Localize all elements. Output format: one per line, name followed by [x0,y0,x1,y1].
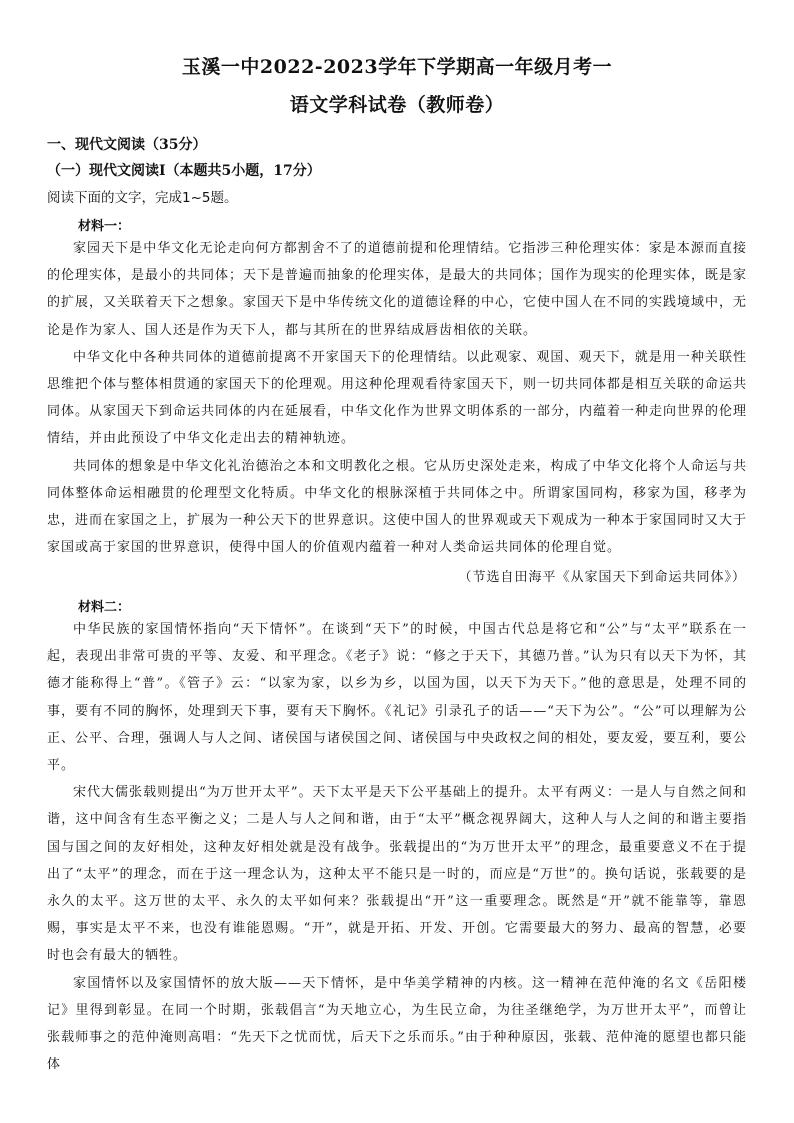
exam-subtitle: 语文学科试卷（教师卷） [289,94,505,116]
material1-paragraph: 共同体的想象是中华文化礼治德治之本和文明教化之根。它从历史深处走来，构成了中华文化将个人命运与共同体整体命运相融贯的伦理型文化特质。中华文化的根脉深植于共同体之中。所谓家国同构，移家为国，移孝为忠，进而在家国之上，扩展为一种公天下的世界意识。这使中国人的世界观或天下观成为一种本于家国同时又大于家国或高于家国的世界意识，使得中国人的价值观内蕴着一种对人类命运共同体的伦理自觉。 [47,458,748,556]
material1-paragraph: 家园天下是中华文化无论走向何方都割舍不了的道德前提和伦理情结。它指涉三种伦理实体：家是本源而直接的伦理实体，是最小的共同体；天下是普遍而抽象的伦理实体，是最大的共同体；国作为现实的伦理实体，既是家的扩展，又关联着天下之想象。家国天下是中华传统文化的道德诠释的中心，它使中国人在不同的实践境域中，无论是作为家人、国人还是作为天下人，都与其所在的世界结成唇齿相依的关联。 [47,241,748,338]
reading-instruction: 阅读下面的文字，完成1~5题。 [47,190,238,206]
section-heading: 一、现代文阅读（35分） [47,137,207,153]
material1-body [47,235,747,561]
material2-paragraph: 宋代大儒张载则提出“为万世开太平”。天下太平是天下公平基础上的提升。太平有两义：一是人与自然之间和谐，这中间含有生态平衡之义；二是人与人之间和谐，由于“太平”概念视界阔大，这种人与人之间的和谐主要指国与国之间的友好相处，这种友好相处就是没有战争。张载提出的“为万世开太平”的理念，最重要意义不在于提出了“太平”的理念，而在于这一理念认为，这种太平不能只是一时的，而应是“万世”的。换句话说，张载要的是永久的太平。这万世的太平、永久的太平如何来？张载提出“开”这一重要理念。既然是“开”就不能靠等，靠恩赐，事实是太平不来，也没有谁能恩赐。“开”，就是开拓、开发、开创。它需要最大的努力、最高的智慧，必要时也会有最大的牺牲。 [47,785,747,964]
exam-title: 玉溪一中2022-2023学年下学期高一年级月考一 [181,56,613,78]
material2-paragraph: 家国情怀以及家国情怀的放大版——天下情怀，是中华美学精神的内核。这一精神在范仲淹的名文《岳阳楼记》里得到彰显。在同一个时期，张载倡言“为天地立心，为生民立命，为往圣继绝学，为万世开太平”，而曾让张载师事之的范仲淹则高唱：“先天下之忧而忧，后天下之乐而乐。”由于种种原因，张载、范仲淹的愿望也都只能体 [47,975,747,1073]
material2-label: 材料二： [78,600,131,615]
material2-paragraph: 中华民族的家国情怀指向“天下情怀”。在谈到“天下”的时候，中国古代总是将它和“公”与“太平”联系在一起，表现出非常可贵的平等、友爱、和平理念。《老子》说：“修之于天下，其德乃普。”认为只有以天下为怀，其德才能称得上“普”。《管子》云：“以家为家，以乡为乡，以国为国，以天下为天下。”他的意思是，处理不同的事，要有不同的胸怀，处理到天下事，要有天下胸怀。《礼记》引录孔子的话——“天下为公”。“公”可以理解为公正、公平、合理，强调人与人之间、诸侯国与诸侯国之间、诸侯国与中央政权之间的相处，要友爱，要互利，要公平。 [47,622,748,774]
material1-label: 材料一： [78,219,131,234]
material1-paragraph: 中华文化中各种共同体的道德前提离不开家国天下的伦理情结。以此观家、观国、观天下，就是用一种关联性思维把个体与整体相贯通的家国天下的伦理观。用这种伦理观看待家国天下，则一切共同体都是相互关联的命运共同体。从家国天下到命运共同体的内在延展看，中华文化作为世界文明体系的一部分，内蕴着一种走向世界的伦理情结，并由此预设了中华文化走出去的精神轨迹。 [47,349,748,447]
subsection-heading: （一）现代文阅读Ⅰ（本题共5小题，17分） [47,163,321,179]
material2-body [47,616,747,1078]
material1-source: （节选自田海平《从家国天下到命运共同体》） [458,570,746,585]
